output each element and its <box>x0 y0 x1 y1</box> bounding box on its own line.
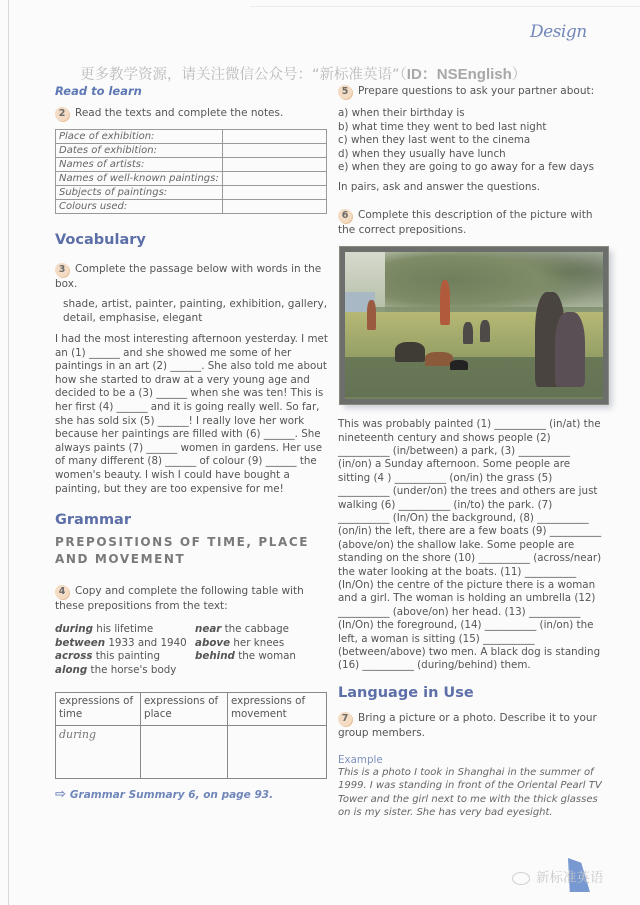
task-5-followup: In pairs, ask and answer the questions. <box>338 180 541 193</box>
examples-column-1 <box>55 623 195 677</box>
footer-watermark <box>512 866 604 886</box>
example-rest: her knees <box>230 636 285 649</box>
table-row <box>56 200 327 214</box>
painting-figure-shore <box>367 300 376 330</box>
table-row <box>56 172 327 186</box>
example-rest: his lifetime <box>93 623 154 636</box>
task-number-badge: 4 <box>55 585 69 599</box>
watermark-close: ） <box>511 67 527 83</box>
task-4-text: Copy and complete the following table with these prepositions from the text: <box>55 585 304 613</box>
preposition: between <box>55 636 106 649</box>
notes-value-cell[interactable] <box>222 200 326 214</box>
arrow-right-icon: ⇨ <box>55 786 66 802</box>
preposition: near <box>195 623 222 636</box>
task-number-badge: 3 <box>55 263 69 277</box>
vocabulary-heading: Vocabulary <box>55 232 146 248</box>
table-row <box>56 186 327 200</box>
notes-value-cell[interactable] <box>222 172 326 186</box>
example-item <box>195 623 296 637</box>
preposition: during <box>55 623 94 636</box>
example-rest: this painting <box>92 650 160 663</box>
preposition: above <box>195 636 231 649</box>
brand-design: Design <box>530 22 587 42</box>
notes-value-cell[interactable] <box>222 130 326 144</box>
painting-image <box>340 247 608 404</box>
vocabulary-passage: I had the most interesting afternoon yesterday. I met an (1) ______ and she showed me some of her paintings in an art (2) ______. She also told me about how she started to draw at a very young age and decided to be a (3) ______ when she was ten! This is her first (4) ______ and it is going really well. So far, she has sold six (5) ______! I really love her work because her paintings are filled with (6) ______. She always paints (7) ______ women in gardens. Her use of many different (8) ______ of colour (9) ______ the women's beauty. I wish I could have bought a painting, but they are too expensive for me! <box>55 333 328 495</box>
preposition: across <box>55 650 93 663</box>
example-item <box>55 623 195 637</box>
task-4 <box>55 584 330 613</box>
task-6-text: Complete this description of the picture with the correct prepositions. <box>338 209 593 237</box>
notes-label: Subjects of paintings: <box>56 186 223 200</box>
grammar-subheading-line2: AND MOVEMENT <box>55 552 186 567</box>
expressions-table <box>55 692 327 779</box>
table-header-row <box>56 692 327 725</box>
notes-label: Colours used: <box>56 200 223 214</box>
grammar-subheading-line1: PREPOSITIONS OF TIME, PLACE <box>55 535 310 550</box>
notes-label: Names of artists: <box>56 158 223 172</box>
example-item <box>55 637 195 651</box>
list-item: a) when their birthday is <box>338 107 465 119</box>
task-7 <box>338 711 603 740</box>
header-place: expressions of place <box>141 692 228 725</box>
example-text: This is a photo I took in Shanghai in the summer of 1999. I was standing in front of the Oriental Pearl TV Tower and the girl next to me with the thick glasses on is my sister. She has very bad eyesight. <box>338 766 602 819</box>
task-number-badge: 2 <box>55 107 69 121</box>
list-item: e) when they are going to go away for a few days <box>338 161 595 173</box>
notes-label: Place of exhibition: <box>56 130 223 144</box>
task-number-badge: 7 <box>338 712 352 726</box>
header-time: expressions of time <box>56 692 141 725</box>
question-list <box>338 107 603 175</box>
task-5 <box>338 84 603 99</box>
list-item: c) when they last went to the cinema <box>338 134 531 146</box>
header-movement: expressions of movement <box>227 692 326 725</box>
example-rest: the horse's body <box>87 663 177 676</box>
watermark-cn: 更多教学资源，请关注微信公众号：“新标准英语”（ <box>80 67 407 83</box>
task-2 <box>55 106 330 121</box>
task-7-text: Bring a picture or a photo. Describe it to your group members. <box>338 711 597 739</box>
painting-figure-dress <box>555 312 585 387</box>
grammar-subheading <box>55 534 330 568</box>
examples-column-2 <box>195 623 296 677</box>
cell-time[interactable]: during <box>56 725 141 778</box>
task-2-text: Read the texts and complete the notes. <box>75 107 284 119</box>
list-item: d) when they usually have lunch <box>338 147 506 160</box>
notes-value-cell[interactable] <box>222 186 326 200</box>
table-row <box>56 158 327 172</box>
example-label: Example <box>338 753 383 766</box>
notes-label: Names of well-known paintings: <box>56 172 223 186</box>
footer-watermark-text: 新标准英语 <box>536 870 604 886</box>
example-rest: 1933 and 1940 <box>105 636 187 649</box>
list-item: b) what time they went to bed last night <box>338 120 547 133</box>
task-number-badge: 5 <box>338 85 352 99</box>
example-item <box>195 650 296 664</box>
painting-figure-child <box>463 322 473 344</box>
grammar-heading: Grammar <box>55 512 131 529</box>
notes-table <box>55 129 327 214</box>
preposition-examples <box>55 623 330 677</box>
notes-value-cell[interactable] <box>222 144 326 158</box>
language-in-use-heading: Language in Use <box>338 684 474 701</box>
cell-place[interactable] <box>141 725 228 778</box>
preposition: along <box>55 663 88 676</box>
word-box: shade, artist, painter, painting, exhibition, gallery, detail, emphasise, elegant <box>63 298 328 324</box>
task-5-text: Prepare questions to ask your partner about: <box>358 85 595 97</box>
table-row <box>56 144 327 158</box>
example-rest: the cabbage <box>221 623 290 636</box>
right-column <box>338 84 603 820</box>
task-number-badge: 6 <box>338 209 352 223</box>
grammar-summary-link[interactable] <box>55 787 330 802</box>
cell-movement[interactable] <box>227 725 326 778</box>
painting-dog <box>450 360 468 370</box>
painting-figure-sitting <box>425 352 453 366</box>
grammar-summary-text: Grammar Summary 6, on page 93. <box>69 788 274 801</box>
left-column <box>55 84 330 802</box>
notes-value-cell[interactable] <box>222 158 326 172</box>
task-6 <box>338 208 603 237</box>
example-rest: the woman <box>234 650 296 663</box>
top-rule <box>250 6 640 7</box>
preposition: behind <box>195 650 235 663</box>
watermark-banner <box>80 63 526 84</box>
watermark-id: ID：NSEnglish <box>406 66 512 83</box>
notes-label: Dates of exhibition: <box>56 144 223 158</box>
example-item <box>55 664 195 678</box>
example-item <box>195 637 296 651</box>
example-item <box>55 650 195 664</box>
page-edge-line <box>8 0 9 905</box>
table-row <box>56 725 327 778</box>
painting-figure-standing <box>440 280 450 325</box>
wechat-icon <box>512 872 530 885</box>
read-to-learn-title: Read to learn <box>55 84 142 98</box>
table-row <box>56 130 327 144</box>
task-6-description: This was probably painted (1) __________ (in/at) the nineteenth century and shows people (2) __________ (in/between) a park, (3) __________ (in/on) a Sunday afternoon. Some people are sitting (4 ) __________ (on/in) the grass (5) __________ (under/on) the trees and others are just walking (6) __________ (in/to) the park. (7) __________ (In/On) the background, (8) __________ (on/in) the left, there are a few boats (9) __________ (above/on) the shallow lake. Some people are standing on the shore (10) __________ (across/near) the water looking at the boats. (11) __________ (In/On) the centre of the picture there is a woman and a girl. The woman is holding an umbrella (12) __________ (above/on) her head. (13) __________ (In/On) the foreground, (14) __________ (in/on) the left, a woman is sitting (15) __________ (between/above) two men. A black dog is standing (16) __________ (during/behind) them. <box>338 418 602 672</box>
painting-figure-girl <box>480 320 490 342</box>
task-3-text: Complete the passage below with words in the box. <box>55 263 322 290</box>
painting-figure-man <box>395 342 425 362</box>
task-3 <box>55 262 330 291</box>
